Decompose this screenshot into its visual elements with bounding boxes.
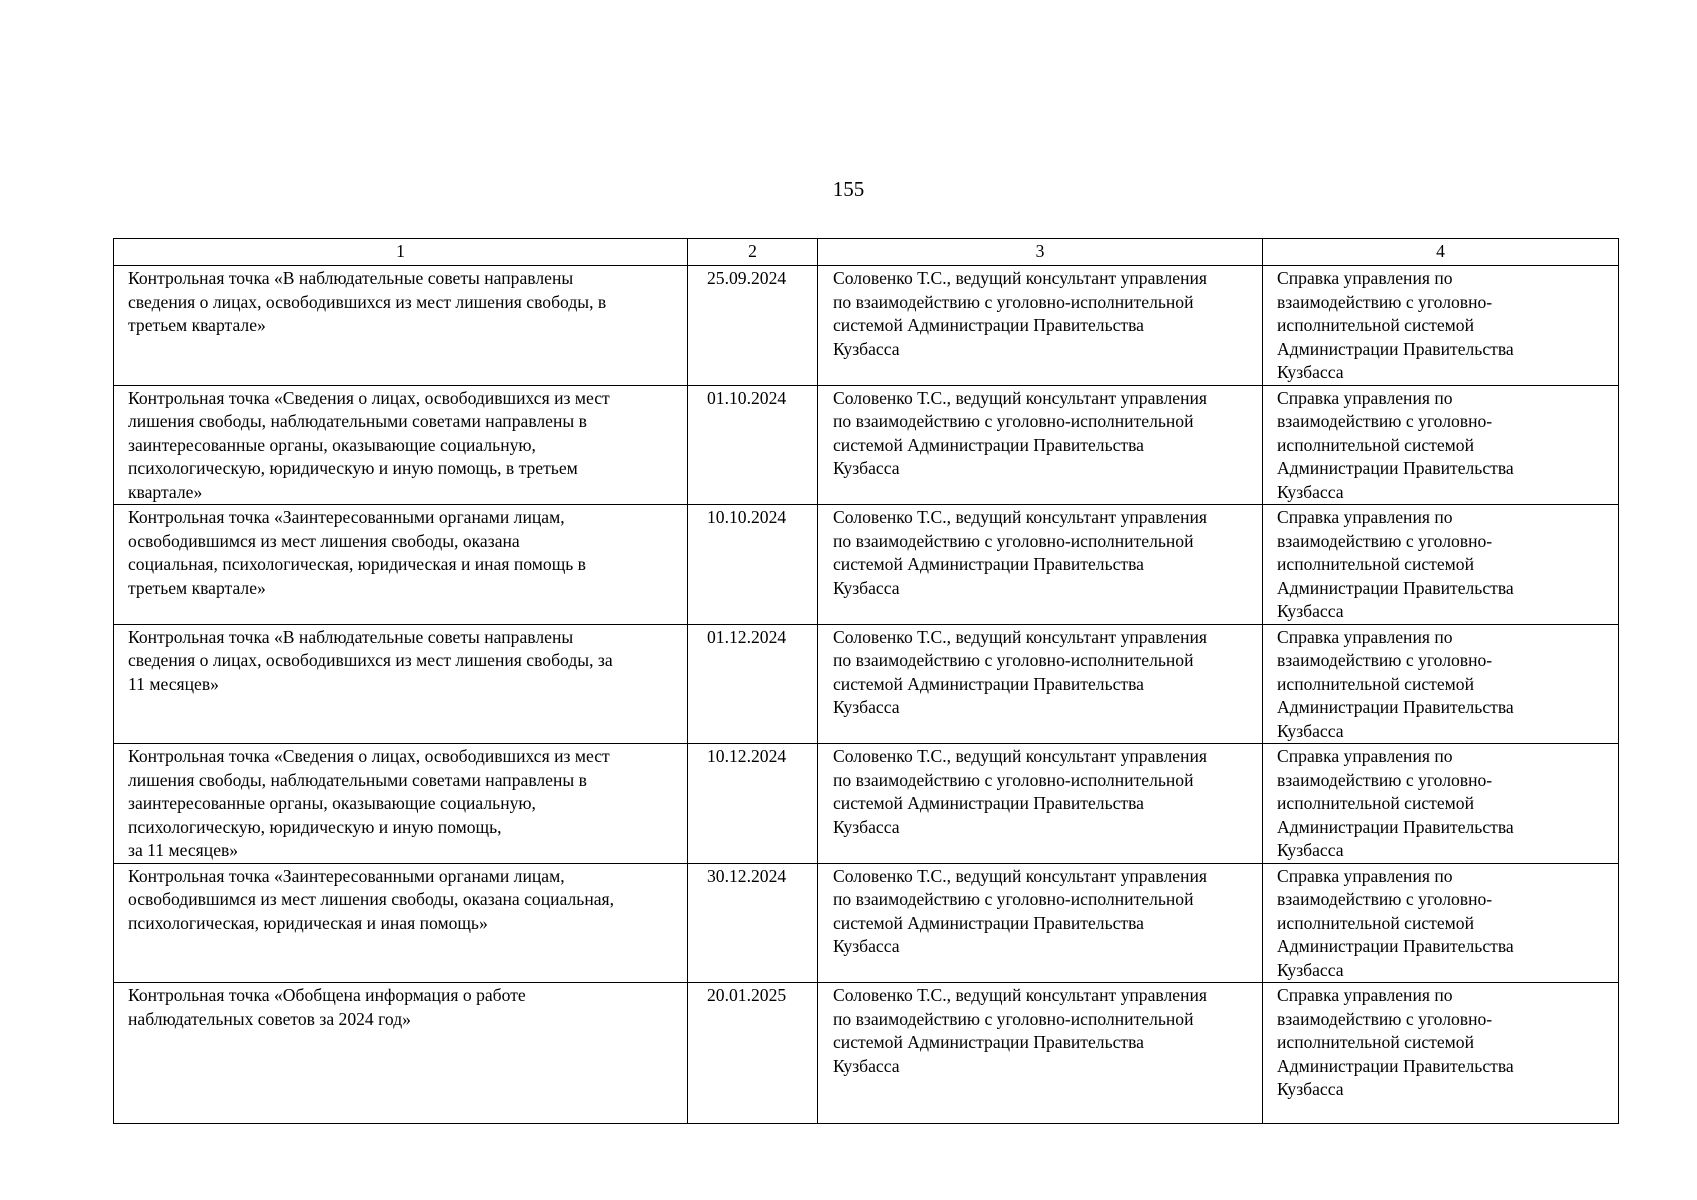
responsible-person-line: по взаимодействию с уголовно-исполнительной [833,889,1194,909]
control-point-name-line: лишения свободы, наблюдательными советами направлены в [128,769,587,790]
confirming-document-line: Администрации Правительства [1277,577,1514,598]
control-point-name-line: Контрольная точка «Сведения о лицах, освободившихся из мест [128,387,610,408]
control-point-name-line: сведения о лицах, освободившихся из мест лишения свободы, в [128,291,607,312]
table-row [114,624,1619,744]
table-header-row [114,239,1619,266]
column-header-2: 2 [688,239,818,266]
control-point-name-line: сведения о лицах, освободившихся из мест лишения свободы, за [128,650,613,670]
table-row [114,744,1619,864]
responsible-person [818,744,1263,864]
responsible-person-line: системой Администрации Правительства [833,912,1144,933]
control-point-name [114,983,688,1124]
confirming-document-line: исполнительной системой [1277,554,1475,574]
table-row [114,863,1619,983]
column-header-1: 1 [114,239,688,266]
confirming-document-line: Администрации Правительства [1277,1055,1514,1076]
confirming-document [1263,266,1619,386]
control-point-name-line: третьем квартале» [128,315,266,335]
control-point-date: 20.01.2025 [688,983,818,1124]
control-points-table [113,238,1619,1124]
control-point-name-line: психологическую, юридическую и иную помощь, в третьем [128,458,578,478]
control-point-date: 30.12.2024 [688,863,818,983]
responsible-person-line: системой Администрации Правительства [833,793,1144,813]
table-body [114,266,1619,1124]
confirming-document-line: Справка управления по [1277,268,1453,288]
confirming-document-line: исполнительной системой [1277,315,1475,335]
responsible-person-line: по взаимодействию с уголовно-исполнительной [833,650,1194,670]
control-point-name-line: квартале» [128,481,203,502]
confirming-document-line: Кузбасса [1277,1079,1344,1099]
confirming-document [1263,983,1619,1124]
control-point-name-line: Контрольная точка «В наблюдательные советы направлены [128,626,574,647]
confirming-document-line: взаимодействию с уголовно- [1277,889,1493,909]
confirming-document [1263,385,1619,505]
responsible-person-line: Кузбасса [833,1055,900,1076]
responsible-person-line: Кузбасса [833,338,900,359]
control-point-name-line: третьем квартале» [128,577,266,598]
responsible-person-line: системой Администрации Правительства [833,315,1144,335]
confirming-document-line: Кузбасса [1277,362,1344,382]
responsible-person-line: системой Администрации Правительства [833,554,1144,574]
confirming-document [1263,863,1619,983]
confirming-document-line: взаимодействию с уголовно- [1277,291,1493,312]
responsible-person-line: системой Администрации Правительства [833,673,1144,694]
confirming-document-line: Справка управления по [1277,507,1453,527]
control-point-name-line: за 11 месяцев» [128,840,239,860]
confirming-document-line: Справка управления по [1277,746,1453,766]
confirming-document-line: Кузбасса [1277,720,1344,741]
confirming-document-line: Администрации Правительства [1277,338,1514,359]
responsible-person [818,983,1263,1124]
responsible-person-line: Кузбасса [833,816,900,837]
responsible-person-line: Соловенко Т.С., ведущий консультант управления [833,387,1207,408]
confirming-document [1263,624,1619,744]
confirming-document-line: взаимодействию с уголовно- [1277,530,1493,551]
confirming-document-line: исполнительной системой [1277,434,1475,455]
responsible-person-line: Кузбасса [833,697,900,717]
responsible-person-line: Кузбасса [833,577,900,598]
responsible-person [818,505,1263,625]
control-point-date: 01.10.2024 [688,385,818,505]
page-number: 155 [832,177,865,201]
responsible-person-line: по взаимодействию с уголовно-исполнительной [833,291,1194,312]
responsible-person-line: по взаимодействию с уголовно-исполнительной [833,769,1194,790]
responsible-person [818,385,1263,505]
control-point-name-line: заинтересованные органы, оказывающие социальную, [128,434,536,455]
control-point-name-line: психологическая, юридическая и иная помощь» [128,912,488,933]
responsible-person-line: Соловенко Т.С., ведущий консультант управления [833,985,1207,1005]
responsible-person-line: системой Администрации Правительства [833,434,1144,455]
confirming-document-line: исполнительной системой [1277,912,1475,933]
control-point-name-line: Контрольная точка «Заинтересованными органами лицам, [128,507,565,527]
control-point-name [114,385,688,505]
responsible-person-line: Кузбасса [833,936,900,956]
control-point-name-line: Контрольная точка «Заинтересованными органами лицам, [128,865,565,886]
confirming-document [1263,505,1619,625]
control-point-name [114,505,688,625]
confirming-document-line: Справка управления по [1277,626,1453,647]
table-row [114,266,1619,386]
control-point-name-line: Контрольная точка «В наблюдательные советы направлены [128,268,574,288]
confirming-document-line: Кузбасса [1277,601,1344,621]
control-point-name [114,863,688,983]
responsible-person [818,266,1263,386]
responsible-person-line: по взаимодействию с уголовно-исполнительной [833,530,1194,551]
control-point-date: 10.10.2024 [688,505,818,625]
column-header-3: 3 [818,239,1263,266]
confirming-document-line: Кузбасса [1277,959,1344,980]
control-point-name-line: лишения свободы, наблюдательными советами направлены в [128,411,587,431]
control-point-name [114,744,688,864]
confirming-document-line: Администрации Правительства [1277,816,1514,837]
confirming-document-line: Администрации Правительства [1277,936,1514,956]
responsible-person-line: Соловенко Т.С., ведущий консультант управления [833,626,1207,647]
control-point-date: 01.12.2024 [688,624,818,744]
confirming-document-line: исполнительной системой [1277,793,1475,813]
confirming-document-line: Кузбасса [1277,481,1344,502]
control-point-name-line: психологическую, юридическую и иную помощь, [128,816,502,837]
confirming-document-line: Справка управления по [1277,985,1453,1005]
control-point-name [114,624,688,744]
confirming-document-line: Справка управления по [1277,387,1453,408]
column-header-4: 4 [1263,239,1619,266]
control-point-name-line: Контрольная точка «Обобщена информация о работе [128,985,526,1005]
table-row [114,983,1619,1124]
control-point-name-line: Контрольная точка «Сведения о лицах, освободившихся из мест [128,746,610,766]
confirming-document-line: взаимодействию с уголовно- [1277,411,1493,431]
control-point-date: 10.12.2024 [688,744,818,864]
confirming-document-line: Администрации Правительства [1277,697,1514,717]
responsible-person-line: Соловенко Т.С., ведущий консультант управления [833,865,1207,886]
confirming-document-line: Кузбасса [1277,840,1344,860]
confirming-document-line: взаимодействию с уголовно- [1277,1008,1493,1029]
responsible-person [818,624,1263,744]
confirming-document [1263,744,1619,864]
responsible-person-line: по взаимодействию с уголовно-исполнительной [833,411,1194,431]
responsible-person-line: Соловенко Т.С., ведущий консультант управления [833,507,1207,527]
control-point-name-line: социальная, психологическая, юридическая и иная помощь в [128,554,586,574]
confirming-document-line: взаимодействию с уголовно- [1277,769,1493,790]
control-point-name-line: освободившимся из мест лишения свободы, оказана социальная, [128,889,615,909]
control-point-name-line: наблюдательных советов за 2024 год» [128,1008,411,1029]
responsible-person-line: Соловенко Т.С., ведущий консультант управления [833,268,1207,288]
responsible-person [818,863,1263,983]
responsible-person-line: по взаимодействию с уголовно-исполнительной [833,1008,1194,1029]
confirming-document-line: взаимодействию с уголовно- [1277,650,1493,670]
responsible-person-line: Кузбасса [833,458,900,478]
table-row [114,385,1619,505]
control-point-name-line: заинтересованные органы, оказывающие социальную, [128,793,536,813]
control-point-date: 25.09.2024 [688,266,818,386]
confirming-document-line: Справка управления по [1277,865,1453,886]
confirming-document-line: исполнительной системой [1277,673,1475,694]
table-row [114,505,1619,625]
confirming-document-line: исполнительной системой [1277,1032,1475,1052]
confirming-document-line: Администрации Правительства [1277,458,1514,478]
control-point-name [114,266,688,386]
responsible-person-line: системой Администрации Правительства [833,1032,1144,1052]
control-point-name-line: 11 месяцев» [128,673,219,694]
control-point-name-line: освободившимся из мест лишения свободы, оказана [128,530,520,551]
responsible-person-line: Соловенко Т.С., ведущий консультант управления [833,746,1207,766]
